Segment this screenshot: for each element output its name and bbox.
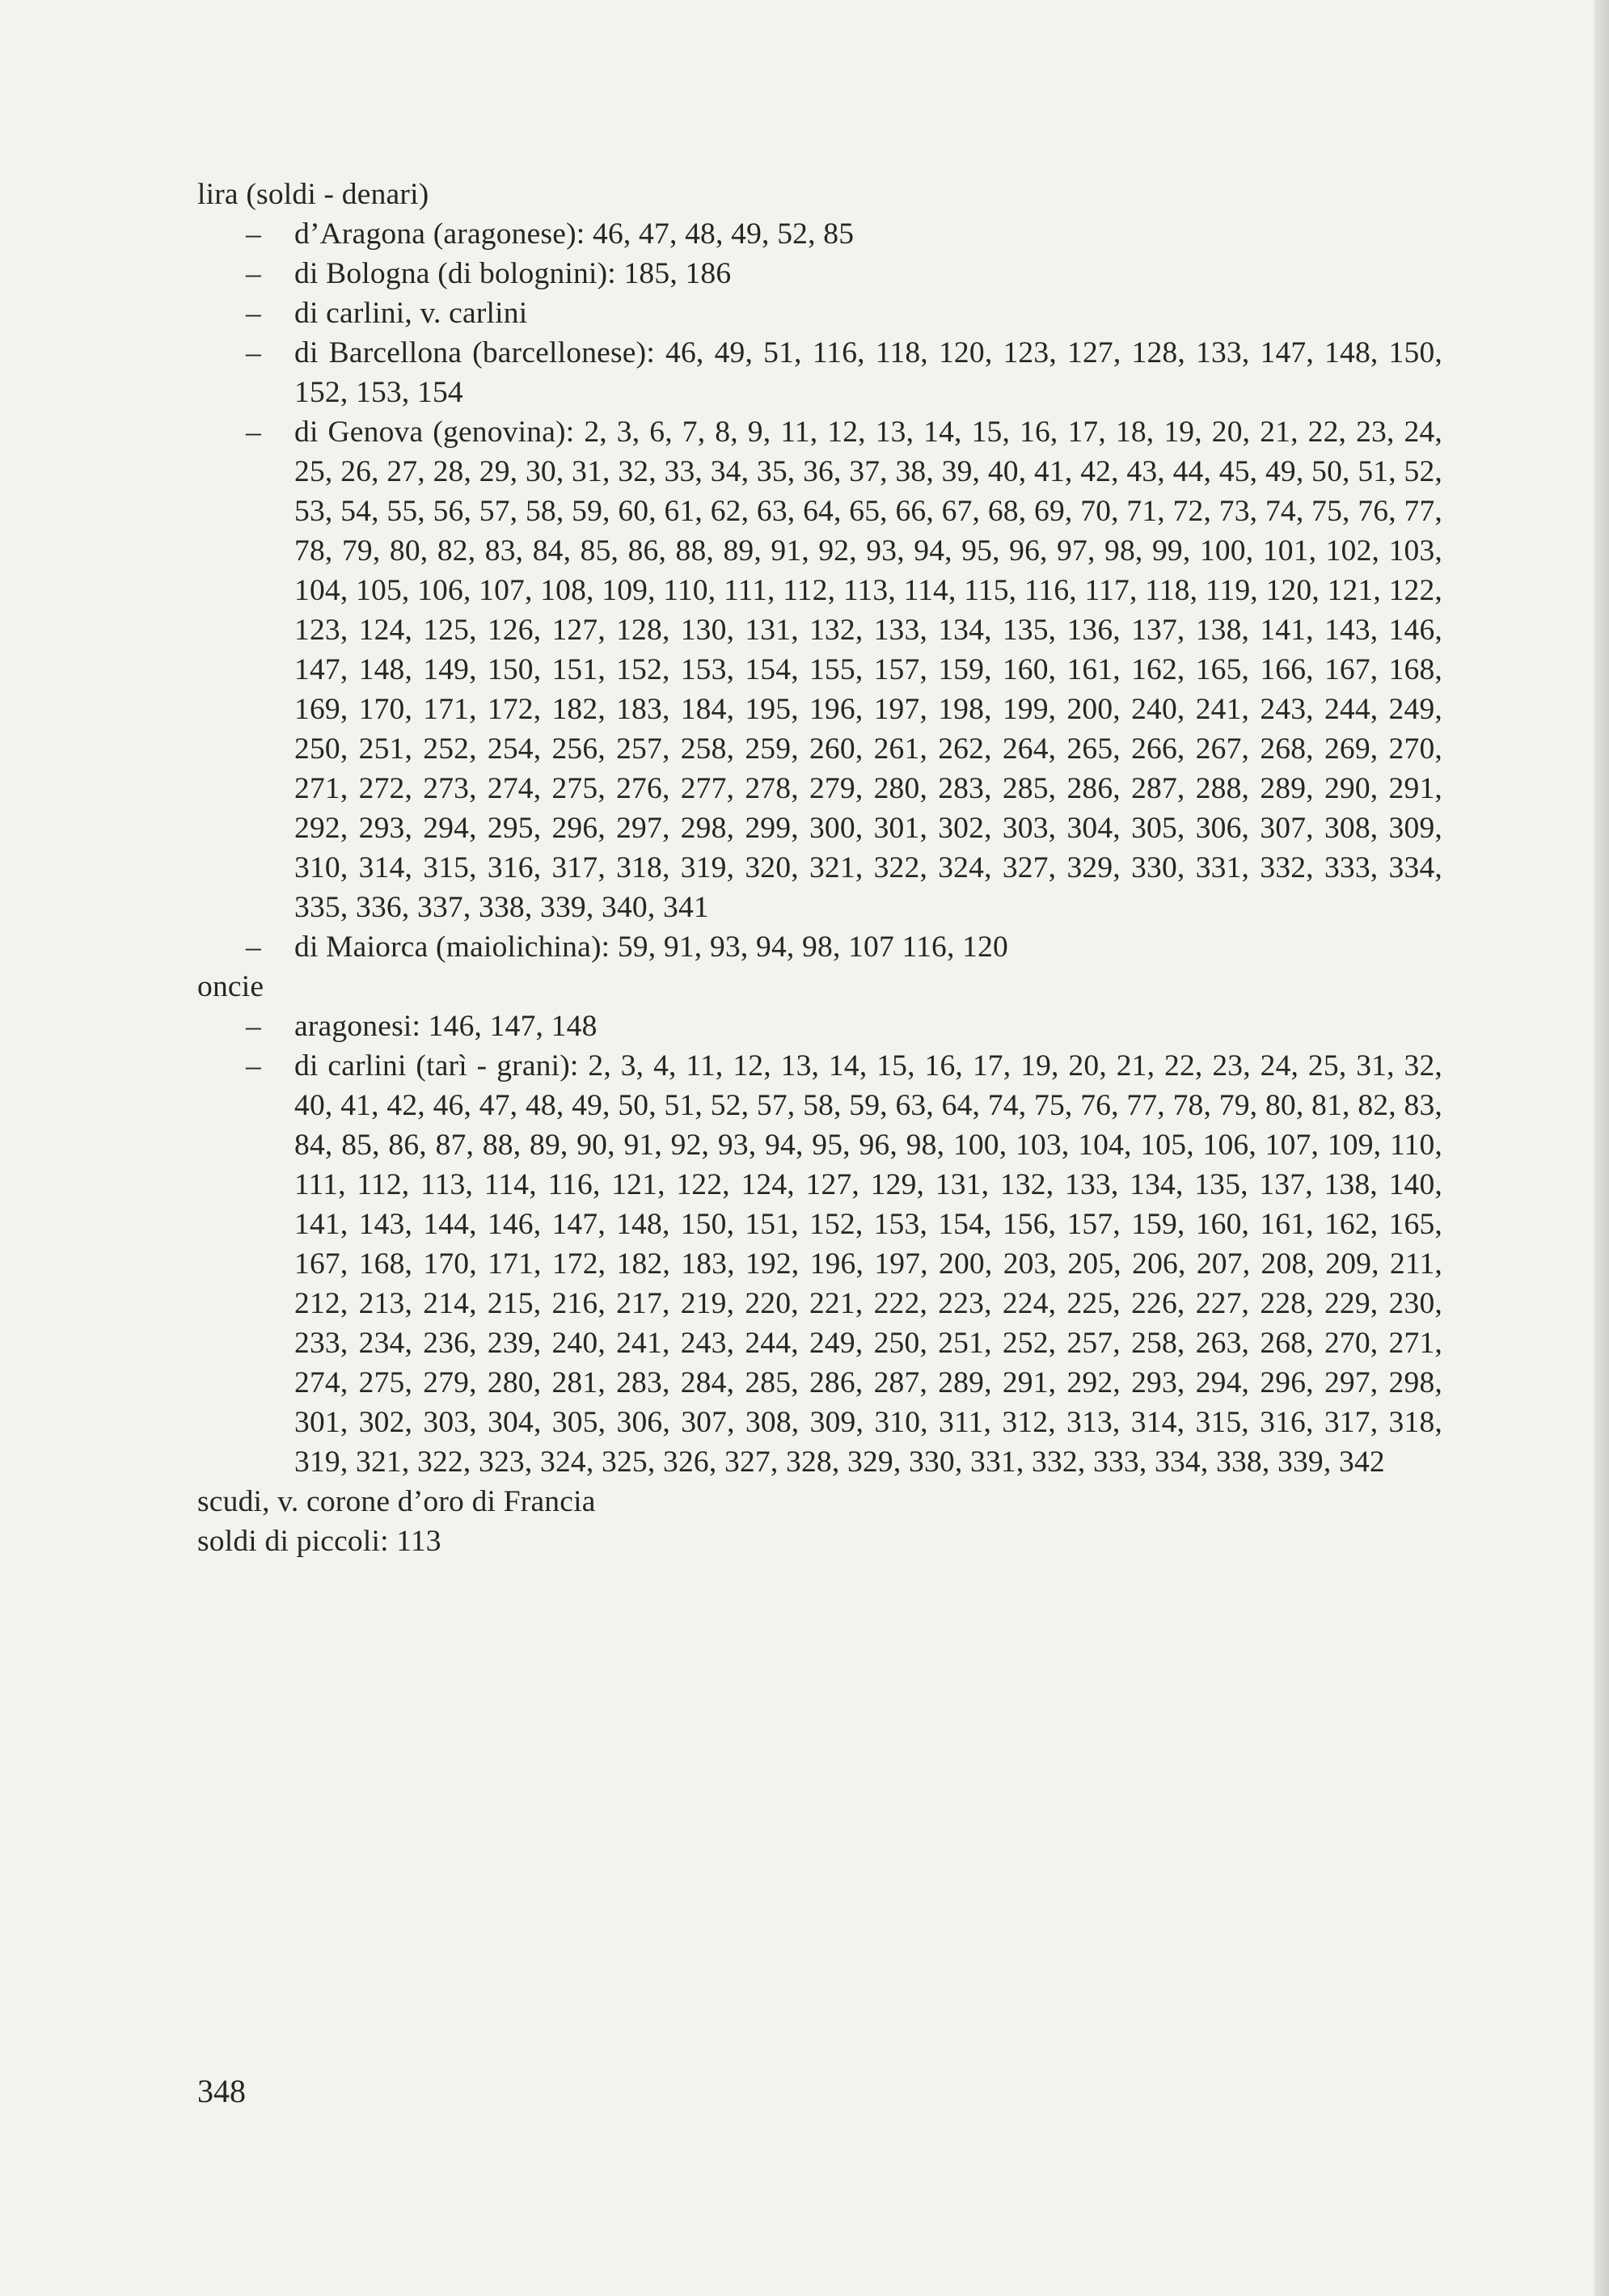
subentry-lira-maiorca [197, 927, 1442, 967]
subentry-text: di carlini (tarì - grani): 2, 3, 4, 11, 12, 13, 14, 15, 16, 17, 19, 20, 21, 22, 23, 24, 25, 31, 32, 40, 41, 42, 46, 47, 48, 49, 50, 51, 52, 57, 58, 59, 63, 64, 74, 75, 76, 77, 78, 79, 80, 81, 82, 83, 84, 85, 86, 87, 88, 89, 90, 91, 92, 93, 94, 95, 96, 98, 100, 103, 104, 105, 106, 107, 109, 110, 111, 112, 113, 114, 116, 121, 122, 124, 127, 129, 131, 132, 133, 134, 135, 137, 138, 140, 141, 143, 144, 146, 147, 148, 150, 151, 152, 153, 154, 156, 157, 159, 160, 161, 162, 165, 167, 168, 170, 171, 172, 182, 183, 192, 196, 197, 200, 203, 205, 206, 207, 208, 209, 211, 212, 213, 214, 215, 216, 217, 219, 220, 221, 222, 223, 224, 225, 226, 227, 228, 229, 230, 233, 234, 236, 239, 240, 241, 243, 244, 249, 250, 251, 252, 257, 258, 263, 268, 270, 271, 274, 275, 279, 280, 281, 283, 284, 285, 286, 287, 289, 291, 292, 293, 294, 296, 297, 298, 301, 302, 303, 304, 305, 306, 307, 308, 309, 310, 311, 312, 313, 314, 315, 316, 317, 318, 319, 321, 322, 323, 324, 325, 326, 327, 328, 329, 330, 331, 332, 333, 334, 338, 339, 342 [294, 1049, 1442, 1479]
page-number: 348 [197, 2073, 246, 2109]
entry-lira: lira (soldi - denari) [197, 178, 429, 211]
subentry-text: di carlini, v. carlini [294, 297, 528, 330]
dash: – [246, 336, 261, 369]
dash: – [246, 297, 261, 330]
entry-soldi-di-piccoli: soldi di piccoli: 113 [197, 1525, 441, 1558]
subentry-text: di Barcellona (barcellonese): 46, 49, 51, 116, 118, 120, 123, 127, 128, 133, 147, 148, 150, 152, 153, 154 [294, 336, 1442, 409]
entry-oncie: oncie [197, 970, 264, 1003]
subentry-text: aragonesi: 146, 147, 148 [294, 1010, 598, 1043]
dash: – [246, 1049, 261, 1083]
page-edge [1594, 0, 1609, 2296]
subentry-lira-genova [197, 412, 1442, 927]
subentry-lira-aragona [197, 214, 1442, 254]
subentry-lira-barcellona [197, 333, 1442, 412]
dash: – [246, 257, 261, 290]
dash: – [246, 931, 261, 964]
subentry-text: di Bologna (di bolognini): 185, 186 [294, 257, 732, 290]
subentry-text: di Maiorca (maiolichina): 59, 91, 93, 94, 98, 107 116, 120 [294, 931, 1008, 964]
subentry-lira-bologna [197, 254, 1442, 293]
dash: – [246, 1010, 261, 1043]
index-text [197, 175, 1442, 1561]
subentry-oncie-aragonesi [197, 1007, 1442, 1046]
subentry-oncie-carlini [197, 1046, 1442, 1482]
entry-scudi: scudi, v. corone d’oro di Francia [197, 1485, 596, 1518]
subentry-text: d’Aragona (aragonese): 46, 47, 48, 49, 52, 85 [294, 217, 855, 251]
subentry-text: di Genova (genovina): 2, 3, 6, 7, 8, 9, 11, 12, 13, 14, 15, 16, 17, 18, 19, 20, 21, 22, 23, 24, 25, 26, 27, 28, 29, 30, 31, 32, 33, 34, 35, 36, 37, 38, 39, 40, 41, 42, 43, 44, 45, 49, 50, 51, 52, 53, 54, 55, 56, 57, 58, 59, 60, 61, 62, 63, 64, 65, 66, 67, 68, 69, 70, 71, 72, 73, 74, 75, 76, 77, 78, 79, 80, 82, 83, 84, 85, 86, 88, 89, 91, 92, 93, 94, 95, 96, 97, 98, 99, 100, 101, 102, 103, 104, 105, 106, 107, 108, 109, 110, 111, 112, 113, 114, 115, 116, 117, 118, 119, 120, 121, 122, 123, 124, 125, 126, 127, 128, 130, 131, 132, 133, 134, 135, 136, 137, 138, 141, 143, 146, 147, 148, 149, 150, 151, 152, 153, 154, 155, 157, 159, 160, 161, 162, 165, 166, 167, 168, 169, 170, 171, 172, 182, 183, 184, 195, 196, 197, 198, 199, 200, 240, 241, 243, 244, 249, 250, 251, 252, 254, 256, 257, 258, 259, 260, 261, 262, 264, 265, 266, 267, 268, 269, 270, 271, 272, 273, 274, 275, 276, 277, 278, 279, 280, 283, 285, 286, 287, 288, 289, 290, 291, 292, 293, 294, 295, 296, 297, 298, 299, 300, 301, 302, 303, 304, 305, 306, 307, 308, 309, 310, 314, 315, 316, 317, 318, 319, 320, 321, 322, 324, 327, 329, 330, 331, 332, 333, 334, 335, 336, 337, 338, 339, 340, 341 [294, 416, 1442, 924]
dash: – [246, 416, 261, 449]
subentry-lira-carlini [197, 293, 1442, 333]
dash: – [246, 217, 261, 251]
